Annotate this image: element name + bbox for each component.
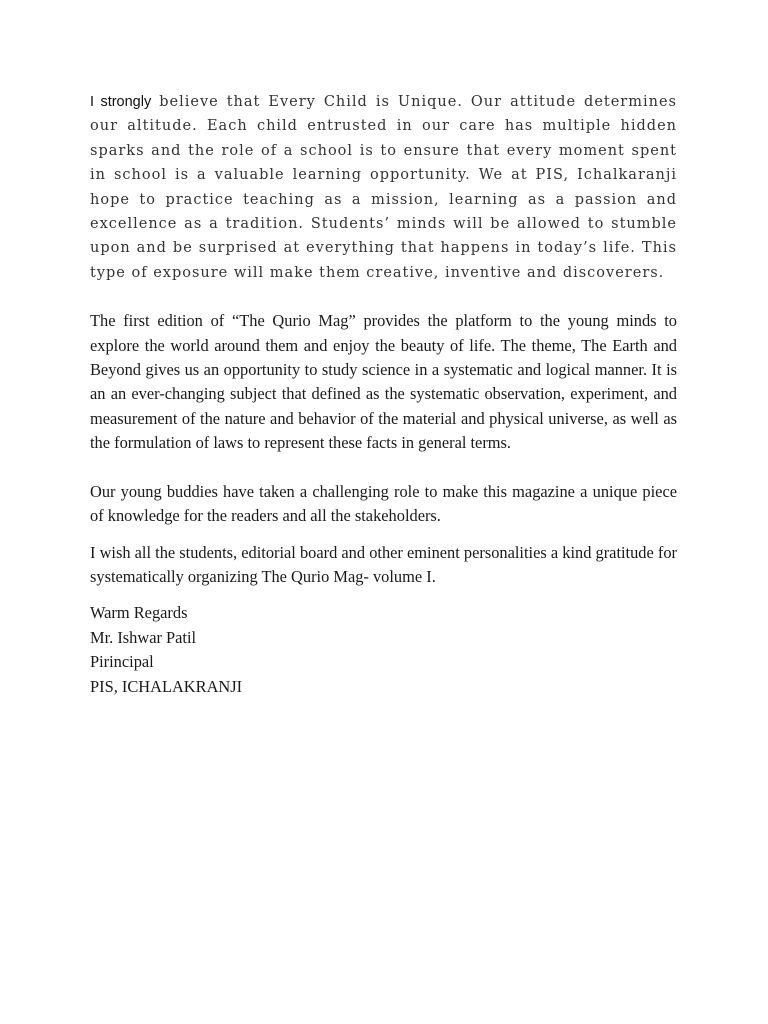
letter-body bbox=[90, 90, 677, 699]
intro-paragraph bbox=[90, 90, 677, 285]
paragraph-gratitude: I wish all the students, editorial board and other eminent personalities a kind gratitude for systematically organizing The Qurio Mag- volume I. bbox=[90, 542, 677, 586]
signer-name: Mr. Ishwar Patil bbox=[90, 627, 197, 647]
paragraph-edition: The first edition of “The Qurio Mag” provides the platform to the young minds to explore the world around them and enjoy the beauty of life. The theme, The Earth and Beyond gives us an opportunity to study science in a systematic and logical manner. It is an an ever-changing subject that defined as the systematic observation, experiment, and measurement of the nature and behavior of the material and physical universe, as well as the formulation of laws to represent these facts in general terms. bbox=[90, 311, 677, 453]
paragraph-buddies: Our young buddies have taken a challenging role to make this magazine a unique piece of knowledge for the readers and all the stakeholders. bbox=[90, 481, 677, 526]
signer-title: Pirincipal bbox=[90, 652, 154, 672]
intro-lead-text: I strongly bbox=[90, 94, 152, 110]
signature-block bbox=[90, 601, 677, 699]
signer-school: PIS, ICHALAKRANJI bbox=[90, 676, 243, 696]
closing-line: Warm Regards bbox=[90, 603, 188, 623]
intro-rest-text: believe that Every Child is Unique. Our attitude determines our altitude. Each child entrusted in our care has multiple hidden sparks and the role of a school is to ensure that every moment spent in school is a valuable learning opportunity. We at PIS, Ichalkaranji hope to practice teaching as a mission, learning as a passion and excellence as a tradition. Students’ minds will be allowed to stumble upon and be surprised at everything that happens in today’s life. This type of exposure will make them creative, inventive and discoverers. bbox=[90, 94, 677, 281]
